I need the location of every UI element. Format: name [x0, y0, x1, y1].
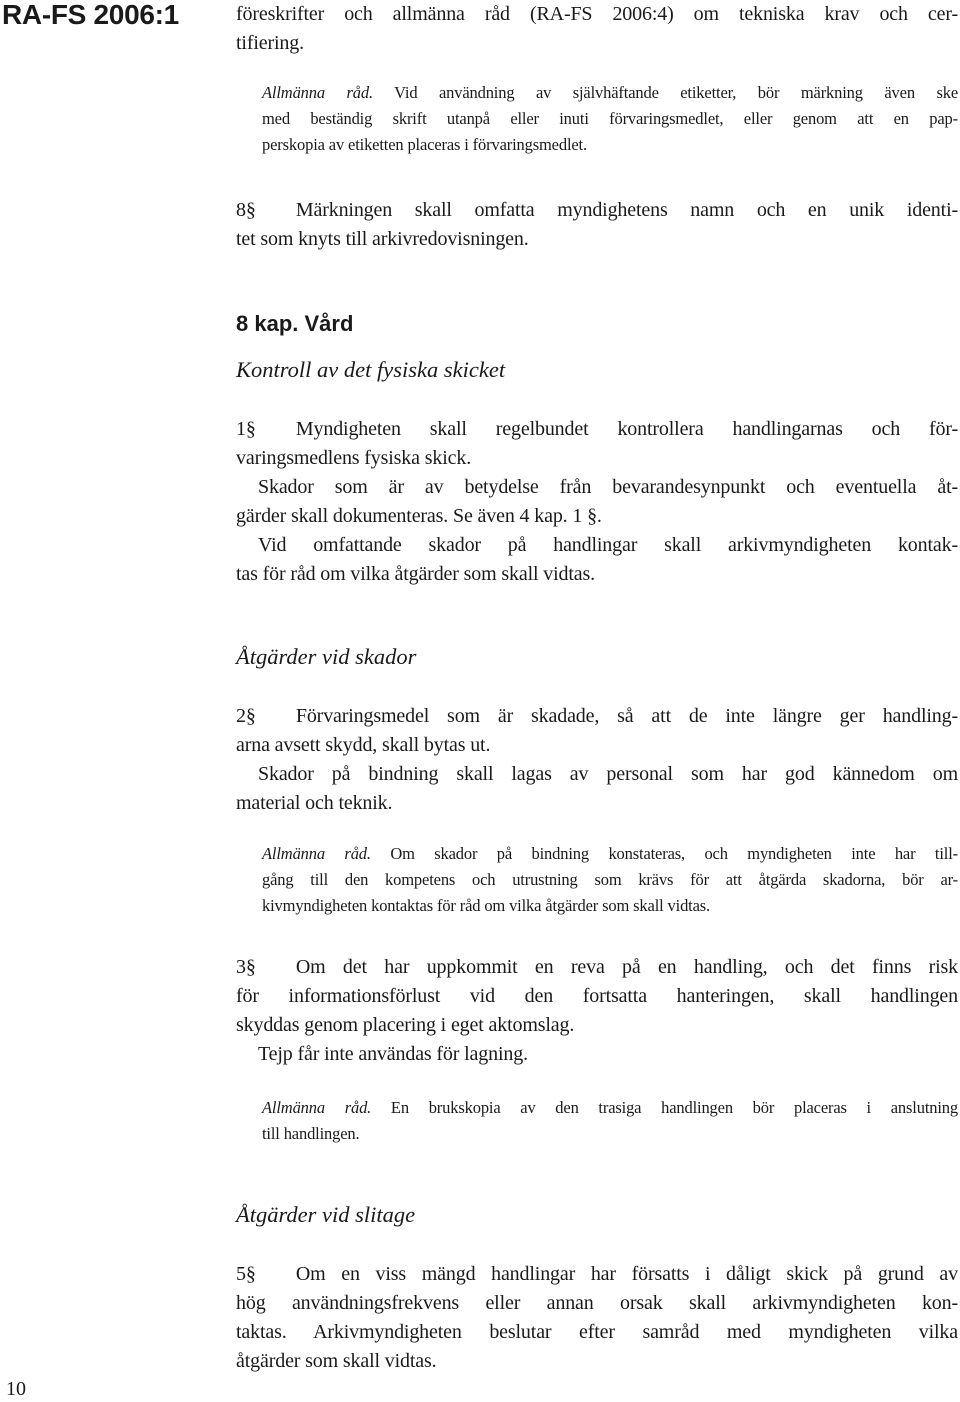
advice-line	[262, 841, 958, 867]
advice-line	[262, 1095, 958, 1121]
section-sign: §	[245, 199, 256, 221]
section-line: tas för råd om vilka åtgärder som skall vidtas.	[236, 563, 595, 585]
section-line: gärder skall dokumenteras. Se även 4 kap. 1 §.	[236, 505, 602, 527]
section-sign: §	[245, 418, 256, 440]
section-text: Förvaringsmedel som är skadade, så att de inte längre ger handling-	[295, 705, 958, 727]
section-line: varingsmedlens fysiska skick.	[236, 447, 472, 469]
advice-line: till handlingen.	[262, 1124, 360, 1143]
chapter-number: 8 kap.	[236, 311, 299, 336]
general-advice-2	[262, 841, 958, 919]
section-line: arna avsett skydd, skall bytas ut.	[236, 734, 491, 756]
section-line: hög användningsfrekvens eller annan orsak skall arkivmyndigheten kon-	[236, 1292, 958, 1314]
section-line	[236, 415, 958, 444]
advice-text: Om skador på bindning konstateras, och myndigheten inte har till-	[370, 844, 958, 863]
section-text: Om det har uppkommit en reva på en handling, och det finns risk	[295, 956, 958, 978]
section-line: Skador på bindning skall lagas av personal som har god kännedom om	[258, 763, 958, 785]
section-line: tet som knyts till arkivredovisningen.	[236, 228, 529, 250]
section-number: 1	[236, 418, 246, 440]
section-5	[236, 1260, 958, 1376]
section-2	[236, 702, 958, 818]
intro-paragraph	[236, 0, 958, 58]
intro-line: föreskrifter och allmänna råd (RA-FS 2006:4) om tekniska krav och cer-	[236, 3, 958, 25]
general-advice-1	[262, 80, 958, 158]
section-line	[236, 953, 958, 982]
intro-line: tifiering.	[236, 32, 304, 54]
section-number: 3	[236, 956, 246, 978]
section-line: för informationsförlust vid den fortsatta hanteringen, skall handlingen	[236, 985, 958, 1007]
subheading-wear-measures: Åtgärder vid slitage	[236, 1202, 416, 1227]
advice-line: kivmyndigheten kontaktas för råd om vilka åtgärder som skall vidtas.	[262, 896, 711, 915]
section-line: Tejp får inte användas för lagning.	[258, 1043, 528, 1065]
chapter-heading	[236, 311, 353, 337]
advice-label: Allmänna råd.	[262, 1098, 372, 1117]
document-series-label: RA-FS 2006:1	[2, 0, 179, 30]
section-line	[236, 1260, 958, 1289]
section-sign: §	[245, 705, 256, 727]
advice-line: perskopia av etiketten placeras i förvaringsmedlet.	[262, 135, 587, 154]
section-line	[236, 702, 958, 731]
subheading-damage-measures: Åtgärder vid skador	[236, 644, 417, 669]
advice-line: med beständig skrift utanpå eller inuti förvaringsmedlet, eller genom att en pap-	[262, 109, 958, 128]
general-advice-3	[262, 1095, 958, 1147]
page-number: 10	[6, 1378, 26, 1400]
section-sign: §	[245, 956, 256, 978]
section-number: 5	[236, 1263, 246, 1285]
section-line: Skador som är av betydelse från bevarandesynpunkt och eventuella åt-	[258, 476, 958, 498]
section-number: 8	[236, 199, 246, 221]
section-line: skyddas genom placering i eget aktomslag.	[236, 1014, 575, 1036]
section-8	[236, 196, 958, 254]
advice-line	[262, 80, 958, 106]
section-sign: §	[245, 1263, 256, 1285]
advice-label: Allmänna råd.	[262, 844, 371, 863]
advice-line: gång till den kompetens och utrustning som krävs för att åtgärda skadorna, bör ar-	[262, 870, 958, 889]
section-text: Myndigheten skall regelbundet kontrollera handlingarnas och för-	[295, 418, 958, 440]
section-1	[236, 415, 958, 589]
section-number: 2	[236, 705, 246, 727]
subheading-physical-condition: Kontroll av det fysiska skicket	[236, 357, 506, 382]
chapter-title: Vård	[304, 311, 354, 336]
advice-label: Allmänna råd.	[262, 83, 373, 102]
section-line: Vid omfattande skador på handlingar skall arkivmyndigheten kontak-	[258, 534, 958, 556]
section-line: material och teknik.	[236, 792, 393, 814]
advice-text: En brukskopia av den trasiga handlingen bör placeras i anslutning	[371, 1098, 958, 1117]
section-text: Om en viss mängd handlingar har försatts i dåligt skick på grund av	[295, 1263, 958, 1285]
section-line: taktas. Arkivmyndigheten beslutar efter samråd med myndigheten vilka	[236, 1321, 958, 1343]
advice-text: Vid användning av självhäftande etiketter, bör märkning även ske	[372, 83, 958, 102]
section-line	[236, 196, 958, 225]
section-text: Märkningen skall omfatta myndighetens namn och en unik identi-	[295, 199, 958, 221]
section-line: åtgärder som skall vidtas.	[236, 1350, 437, 1372]
section-3	[236, 953, 958, 1069]
